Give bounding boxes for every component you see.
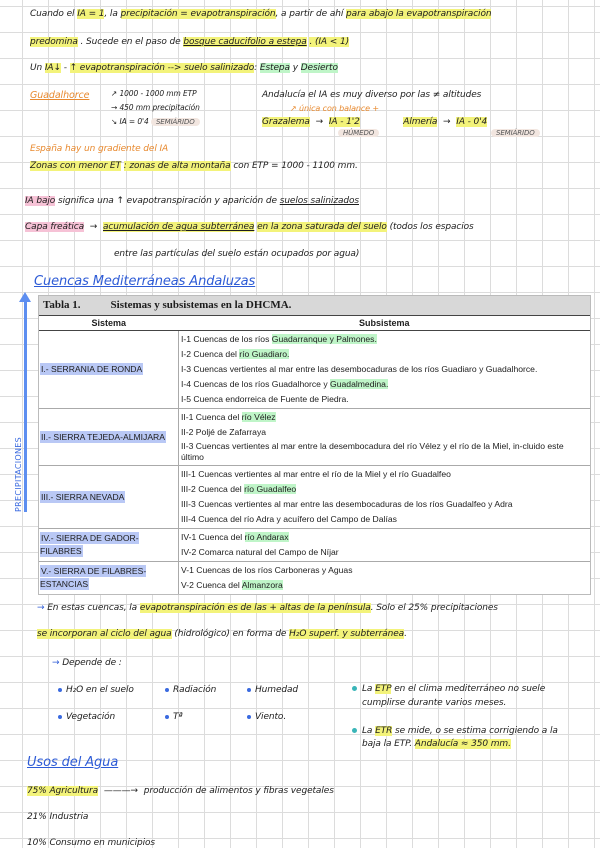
cuencas-note-2 [37,629,407,639]
text: III-4 Cuenca del río Adra y acuífero del Campo de Dalías [181,514,397,524]
bullet-icon [352,686,357,691]
guadalhorce-etp: ↗ 1000 - 1000 mm ETP [111,89,197,98]
text: España hay un gradiente del IA [30,144,169,154]
text: acumulación de agua subterránea [103,222,255,232]
cuencas-note [37,603,498,613]
text: predomina [30,37,78,47]
text: única con balance + [299,104,380,113]
text: III-3 Cuencas vertientes al mar entre las desembocaduras de los ríos Guadalfeo y Adra [181,499,513,509]
text: se mide, o se estima corrigiendo a la [395,726,558,736]
text: Viento. [255,712,287,722]
text: Humedad [255,685,299,695]
note-line-predomina [30,37,349,47]
text: ETP [375,684,392,694]
arrow-icon: ———→ [103,786,138,796]
andalucia-note [262,90,481,100]
subsystem-item [181,425,588,440]
zonas-note [30,161,358,171]
text: La [362,726,373,736]
bullet-icon [165,688,169,692]
text: se incorporan al ciclo del agua [37,629,172,639]
bullet-icon [165,715,169,719]
table-row [39,331,590,409]
subsystem-cell [179,466,591,529]
text: . (IA < 1) [309,37,349,47]
section-title-cuencas [34,274,255,289]
etp-note [352,684,545,694]
text: Radiación [173,685,217,695]
text: I-1 Cuencas de los ríos [181,334,272,344]
text: Estepa [259,63,290,73]
bullet-icon [352,728,357,733]
text: V-2 Cuenca del [181,580,242,590]
text: - [63,63,67,73]
highlighted-text: río Guadalfeo [244,484,297,494]
etr-note [352,726,558,736]
bullet-icon [247,715,251,719]
text: para abajo la evapotranspiración [346,9,492,19]
arrow-icon: → [443,117,451,127]
guadalhorce-precip: → 450 mm precipitación [111,103,200,112]
arrow-up-icon [24,300,27,512]
text: : [254,63,258,73]
highlighted-text: Guadalmedina. [330,379,389,389]
system-name: V.- SIERRA DE FILABRES-ESTANCIAS [40,566,147,589]
table-row [39,466,590,529]
table [39,315,590,594]
highlighted-text: Almanzora [241,580,283,590]
text: Vegetación [66,712,116,722]
arrow-icon: → [52,658,60,668]
table-caption [39,296,590,315]
subsystem-cell [179,409,591,466]
subsystem-item [181,578,588,593]
text: evapotranspiración es de las + altas de la península [139,603,371,613]
text: 75% Agricultura [27,786,99,796]
badge: SEMIÁRIDO [151,118,200,126]
factor-item [165,712,183,722]
text: y [292,63,298,73]
text: Sistemas y subsistemas en la DHCMA. [110,299,292,311]
subsystem-item [181,512,588,527]
text: significa una ↑ evapotranspiración y aparición de [57,196,277,206]
text: Almería [403,117,438,127]
text: : zonas de alta montaña [123,161,231,171]
text: Tabla 1. [43,299,81,311]
factor-item [247,712,286,722]
text: cumplirse durante varios meses. [362,698,507,708]
humedo-badge-wrap [338,128,379,138]
text: Un [30,63,43,73]
text: IA - 1'2 [328,117,360,127]
text: IA - 0'4 [456,117,488,127]
bullet-icon [58,688,62,692]
text: Andalucía el IA es muy diverso por las ≠ altitudes [262,90,482,100]
arrow-icon: → [89,222,98,232]
text: V-1 Cuencas de los ríos Carboneras y Aguas [181,565,353,575]
ia-bajo-note [25,196,359,206]
badge: SEMIÁRIDO [491,129,540,137]
text: entre las partículas del suelo están ocupados por agua) [114,249,360,259]
system-cell [39,409,179,466]
arrow-icon: → [37,603,45,613]
text: 10% Consumo en municipios [27,838,156,848]
highlighted-text: río Guadiaro. [239,349,290,359]
col-header-system: Sistema [39,316,179,331]
text: precipitación = evapotranspiración [120,9,276,19]
system-cell [39,562,179,595]
text: Andalucía ≈ 350 mm. [414,739,511,749]
text: Zonas con menor ET [30,161,121,171]
badge: HÚMEDO [338,129,379,137]
text: suelos salinizados [279,196,359,206]
subsystem-cell [179,529,591,562]
text: 1000 - 1000 mm ETP [119,89,197,98]
subsystem-item [181,467,588,482]
text: III-2 Cuenca del [181,484,245,494]
subsystem-item [181,410,588,425]
text: II-1 Cuenca del [181,412,242,422]
text: Desierto [300,63,338,73]
text: ↑ evapotranspiración --> suelo salinizado [69,63,255,73]
grazalema-almeria [262,117,487,127]
systems-table [38,295,591,595]
bullet-icon [58,715,62,719]
text: . [404,629,407,639]
semiarido-badge-wrap [491,128,540,138]
text: . Solo el 25% precipitaciones [370,603,498,613]
text: En estas cuencas, la [47,603,138,613]
subsystem-item [181,482,588,497]
text: H₂O en el suelo [66,685,134,695]
text: (todos los espacios [389,222,474,232]
text: Cuencas Mediterráneas Andaluzas [34,274,256,289]
text: baja la ETP. [362,739,413,749]
text: I-3 Cuencas vertientes al mar entre las desembocaduras de los ríos Guadiaro y Guadalhorce. [181,364,538,374]
system-name: III.- SIERRA NEVADA [41,491,125,502]
bullet-icon [247,688,251,692]
text: Grazalema [262,117,310,127]
text: 450 mm precipitación [119,103,200,112]
arrow-icon: → [315,117,324,127]
text: II-3 Cuencas vertientes al mar entre la desembocadura del río Vélez y el río de la Miel, in-cluido este último [181,441,564,462]
system-name: II.- SIERRA TEJEDA-ALMIJARA [41,431,166,442]
text: H₂O superf. y subterránea [289,629,405,639]
etp-note-2 [362,698,506,708]
factor-item [58,685,134,695]
factor-item [165,685,216,695]
subsystem-item [181,545,588,560]
subsystem-cell [179,331,591,409]
subsystem-item [181,347,588,362]
text: Depende de : [62,658,122,668]
factor-item [58,712,115,722]
text: , la [104,9,118,19]
text: con ETP = 1000 - 1100 mm. [233,161,358,171]
system-name: IV.- SIERRA DE GADOR-FILABRES [40,533,139,556]
text: en la zona saturada del suelo [257,222,387,232]
text: Capa freática [25,222,85,232]
text: producción de alimentos y fibras vegetales [143,786,334,796]
text: Usos del Agua [27,755,119,770]
subsystem-item [181,392,588,407]
espana-note [30,144,168,154]
use-municipal [27,838,155,848]
subsystem-item [181,377,588,392]
side-label: PRECIPITACIONES [14,436,23,512]
etr-note-2 [362,739,511,749]
factor-item [247,685,298,695]
depende-label [52,658,122,668]
capa-freatica-note [25,222,474,232]
text: IV-1 Cuenca del [181,532,245,542]
text: 21% Industria [27,812,89,822]
text: I-5 Cuenca endorreica de Fuente de Piedra. [181,394,349,404]
text: bosque caducifolio a estepa [183,37,307,47]
text: II-2 Poljé de Zafarraya [181,427,267,437]
system-name: I.- SERRANIA DE RONDA [41,364,143,374]
table-row [39,529,590,562]
subsystem-item [181,563,588,578]
text: , a partir de ahí [275,9,344,19]
text: (hidrológico) en forma de [174,629,287,639]
text: IV-2 Comarca natural del Campo de Níjar [181,547,339,557]
system-cell [39,529,179,562]
subsystem-cell [179,562,591,595]
use-industry [27,812,88,822]
table-row [39,409,590,466]
col-header-subsystem: Subsistema [179,316,591,331]
text: I-2 Cuenca del [181,349,240,359]
note-line-ia-low [30,63,338,73]
highlighted-text: río Andarax [244,532,289,542]
subsystem-item [181,362,588,377]
text: IA↓ [44,63,61,73]
subsystem-item [181,497,588,512]
subsystem-item [181,440,588,464]
system-cell [39,466,179,529]
text: Guadalhorce [30,90,90,101]
capa-freatica-cont [114,249,359,259]
text: Tª [173,712,183,722]
balance-note: ↗ única con balance + [290,104,380,113]
text: . Sucede en el paso de [80,37,181,47]
text: ETR [375,726,393,736]
table-row [39,562,590,595]
section-title-usos [27,755,118,770]
text: La [362,684,373,694]
guadalhorce-label [30,90,89,101]
text: IA = 0'4 [119,117,149,126]
text: IA bajo [25,196,56,206]
note-line-ia-equal [30,9,491,19]
highlighted-text: Guadarranque y Palmones. [271,334,377,344]
guadalhorce-ia: ↘ IA = 0'4 SEMIÁRIDO [111,117,200,126]
text: en el clima mediterráneo no suele [394,684,546,694]
subsystem-item [181,530,588,545]
text: Cuando el [30,9,75,19]
system-cell [39,331,179,409]
text: IA = 1 [77,9,105,19]
subsystem-item [181,332,588,347]
use-agriculture [27,786,334,796]
text: I-4 Cuencas de los ríos Guadalhorce y [181,379,331,389]
table-body [39,331,590,595]
highlighted-text: río Vélez [241,412,276,422]
text: III-1 Cuencas vertientes al mar entre el río de la Miel y el río Guadalfeo [181,469,451,479]
